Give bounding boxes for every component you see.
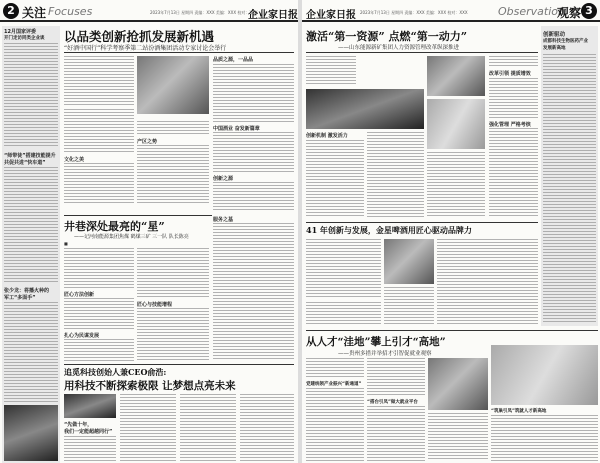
story3-kicker-b: 我们一定能超越同行” <box>64 429 113 435</box>
main-mid-head-3: 中国酒业 奋发新篇章 <box>213 126 260 132</box>
story1-text-d <box>489 128 538 218</box>
story3-text-d <box>367 406 425 461</box>
main-text-col3-top <box>213 64 294 122</box>
story1-text-c <box>489 78 538 118</box>
story3-text-col2 <box>120 394 176 461</box>
divider <box>306 330 598 331</box>
story3-photo-1 <box>428 358 488 410</box>
sidebar-headline-1b: 开门走访同类企业谈 <box>4 36 45 41</box>
right-newspaper-page <box>302 0 600 463</box>
main-subheadline: “好酒中国行”科学考察季第二站汾酒集团活动专家讨论会举行 <box>64 45 227 52</box>
sidebar-text-3 <box>4 302 58 402</box>
story3-subheadline: ——贵州多措并举招才引智促就业观察 <box>338 351 432 357</box>
main-text-col3-bottom <box>213 182 294 212</box>
main-text-col2-a <box>137 121 209 135</box>
story3-text-b <box>306 388 364 461</box>
story1-text-a <box>306 56 356 86</box>
newspaper-name: 企业家日报 <box>306 10 356 21</box>
sidebar-headline-1: 创新驱动 <box>543 32 566 38</box>
story1-text-g <box>427 152 485 218</box>
date-line: 2023年7月13日 星期四 责编：XXX 美编：XXX 校对：XXX <box>360 10 468 15</box>
story1-photo-2 <box>427 56 485 96</box>
section-title-en: Focuses <box>48 5 93 18</box>
story2-text-col2b <box>137 308 209 361</box>
main-mid-head-2: 产区之势 <box>137 139 158 145</box>
sidebar-headline-2b: 共促共进“快车道” <box>4 160 46 166</box>
divider <box>64 52 294 53</box>
story3-text-c <box>367 358 425 396</box>
story3-text-e <box>428 413 488 461</box>
sidebar-text-2 <box>4 167 58 282</box>
page-number: 2 <box>3 3 19 19</box>
story1-photo-1 <box>306 89 424 129</box>
sidebar-headline-2: “师带徒”搭建技能提升 <box>4 153 56 159</box>
main-text-col1-mid <box>64 109 134 154</box>
sidebar-headline-3: 张少龙：将播火种的 <box>4 288 50 294</box>
story1-kicker-2: 强化管理 严格考核 <box>489 122 531 128</box>
story3-text-f <box>491 415 598 461</box>
main-mid-head: 品质之源，一品品 <box>213 57 254 63</box>
story3-headline-2: 用科技不断探索极限 让梦想点亮未来 <box>64 380 236 392</box>
sidebar-text <box>543 54 596 324</box>
story3-text-col1 <box>64 436 116 461</box>
page-header <box>0 2 298 22</box>
story2-byline: ■ <box>64 241 68 246</box>
story3-portrait <box>64 394 116 418</box>
story2-text-col2 <box>137 248 209 298</box>
main-headline: 以品类创新抢抓发展新机遇 <box>64 29 215 44</box>
main-mid-head-5: 创新之源 <box>213 176 234 182</box>
section-title: 关注 <box>22 6 47 20</box>
story1-kicker-3: 创新机制 激发活力 <box>306 133 348 139</box>
story2-text-col1c <box>64 339 134 361</box>
story1-text-f <box>367 132 424 218</box>
story3-kicker-2: “搭台引凤”做大就业平台 <box>367 400 418 405</box>
story3-text-col4 <box>240 394 294 461</box>
story1-subheadline: ——山东能源新矿集团人力资源管理改革纵深推进 <box>338 45 460 51</box>
left-newspaper-page <box>0 0 298 463</box>
story2-text-b <box>384 287 434 325</box>
sidebar-photo <box>4 405 58 461</box>
story3-kicker-3: “筑巢引凤”筑就人才新高地 <box>491 409 547 414</box>
section-title: 观察 <box>557 6 582 20</box>
page-header <box>302 2 600 22</box>
story3-kicker-1: 党建统领产业振兴“新通道” <box>306 382 362 387</box>
story3-photo-2 <box>491 345 598 405</box>
page-number: 3 <box>581 3 597 19</box>
newspaper-name: 企业家日报 <box>248 10 298 21</box>
main-story-photo <box>137 56 209 114</box>
story2-subheadline: ——记河南能源集团焦煤 鹤煤三矿 三一队 队长陈亮 <box>74 234 189 240</box>
story2-photo <box>384 239 434 284</box>
main-text-col3-end <box>213 223 294 361</box>
story1-text-b <box>489 56 538 68</box>
story2-headline: 41 年创新与发展，金星啤酒用匠心驱动品牌力 <box>306 225 472 235</box>
story2-text-d <box>306 302 381 325</box>
story2-headline: 井巷深处最亮的“星” <box>64 220 165 233</box>
story2-kicker-2: 扎心为民谋发展 <box>64 333 100 339</box>
main-text-col3-mid <box>213 132 294 172</box>
divider <box>64 215 212 216</box>
sidebar-headline-1b: 成都科技生物医药产业 <box>543 39 588 44</box>
story1-photo-3 <box>427 99 485 149</box>
main-mid-head-4: 文化之美 <box>64 157 85 163</box>
date-line: 2023年7月13日 星期四 责编：XXX 美编：XXX 校对：XXX <box>150 10 258 15</box>
main-text-col2-b <box>137 145 209 203</box>
story2-kicker-1: 匠心方法创新 <box>64 292 95 298</box>
story3-kicker: “先做十年， <box>64 422 93 428</box>
story2-kicker-3: 匠心与技能增程 <box>137 302 173 308</box>
divider <box>64 364 294 365</box>
main-mid-head-6: 服务之基 <box>213 217 234 223</box>
story3-headline-1: 追觅科技创始人兼CEO俞浩: <box>64 367 167 377</box>
divider <box>306 222 538 223</box>
story2-text-col1b <box>64 298 134 330</box>
sidebar-text-1 <box>4 43 58 148</box>
story1-headline: 激活“第一资源” 点燃“第一动力” <box>306 30 468 43</box>
sidebar-headline-1: 12月国家评委 <box>4 29 36 35</box>
story3-text-col3 <box>180 394 236 461</box>
sidebar-headline-3b: 军工“多面手” <box>4 295 36 301</box>
story3-text-a <box>306 358 364 378</box>
story2-text-c <box>437 239 538 325</box>
divider <box>306 52 538 53</box>
main-text-col1-top <box>64 56 134 106</box>
sidebar-headline-1c: 发展新高地 <box>543 46 566 51</box>
story1-kicker-1: 改革引领 提质增效 <box>489 71 531 77</box>
section-title-en: Observation <box>498 5 565 18</box>
story3-headline: 从人才“洼地”攀上引才“高地” <box>306 336 446 348</box>
story2-text-a <box>306 239 381 299</box>
main-text-col1-bottom <box>64 163 134 203</box>
story2-text-col1 <box>64 248 134 288</box>
story1-text-e <box>306 140 364 218</box>
